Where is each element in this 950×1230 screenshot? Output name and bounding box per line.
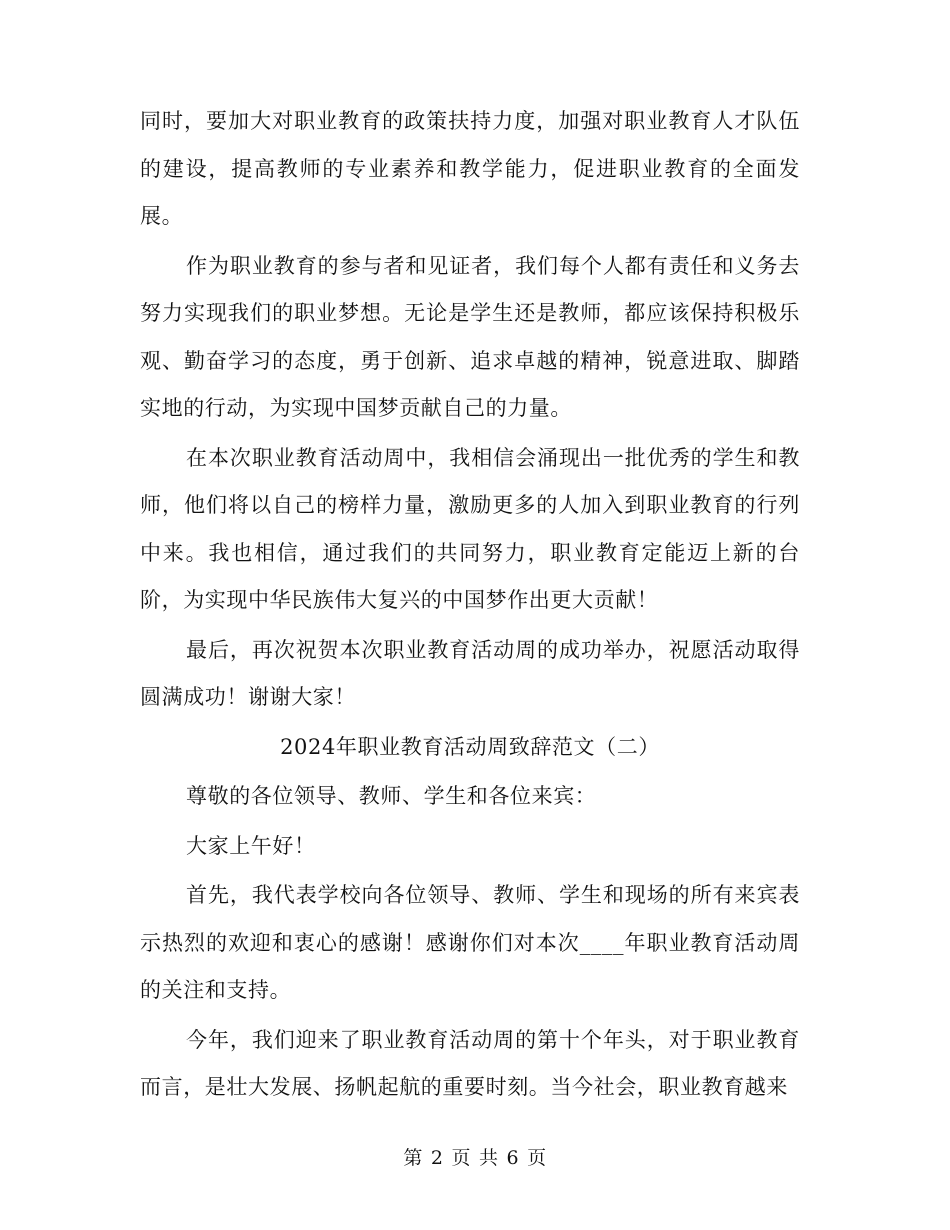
footer-page-label: 页 (451, 1147, 471, 1169)
section-title: 2024年职业教育活动周致辞范文（二） (280, 734, 660, 759)
document-body (140, 98, 800, 1114)
paragraph-activity-week: 在本次职业教育活动周中，我相信会涌现出一批优秀的学生和教师，他们将以自己的榜样力量，激励更多的人加入到职业教育的行列中来。我也相信，通过我们的共同努力，职业教育定能迈上新的台阶，为实现中华民族伟大复兴的中国梦作出更大贡献！ (140, 445, 800, 612)
total-pages-number: 6 (506, 1147, 520, 1169)
paragraph-greeting: 大家上午好！ (186, 833, 316, 858)
footer-suffix: 页 (527, 1147, 547, 1169)
paragraph-welcome: 首先，我代表学校向各位领导、教师、学生和现场的所有来宾表示热烈的欢迎和衷心的感谢！感谢你们对本次____年职业教育活动周的关注和支持。 (140, 883, 800, 1002)
paragraph-salutation: 尊敬的各位领导、教师、学生和各位来宾： (186, 784, 597, 808)
paragraph-tenth-year: 今年，我们迎来了职业教育活动周的第十个年头，对于职业教育而言，是壮大发展、扬帆起航的重要时刻。当今社会，职业教育越来 (140, 1027, 800, 1099)
current-page-number: 2 (430, 1147, 444, 1169)
paragraph-closing: 最后，再次祝贺本次职业教育活动周的成功举办，祝愿活动取得圆满成功！谢谢大家！ (140, 637, 800, 709)
paragraph-policy-support: 同时，要加大对职业教育的政策扶持力度，加强对职业教育人才队伍的建设，提高教师的专业素养和教学能力，促进职业教育的全面发展。 (140, 109, 800, 228)
footer-total-label: 共 (479, 1147, 499, 1169)
footer-prefix: 第 (403, 1147, 423, 1169)
page-footer (0, 1143, 950, 1173)
paragraph-participants: 作为职业教育的参与者和见证者，我们每个人都有责任和义务去努力实现我们的职业梦想。无论是学生还是教师，都应该保持积极乐观、勤奋学习的态度，勇于创新、追求卓越的精神，锐意进取、脚踏实地的行动，为实现中国梦贡献自己的力量。 (140, 253, 800, 420)
